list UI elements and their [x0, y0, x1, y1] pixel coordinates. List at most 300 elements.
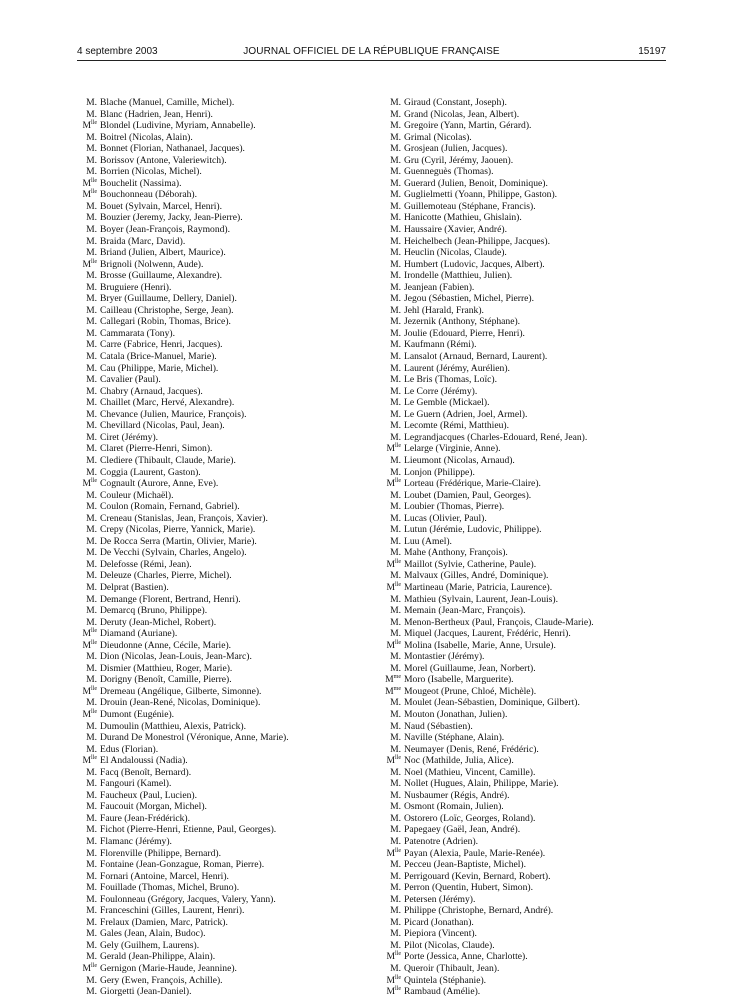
person-name: Nusbaumer (Régis, André).: [404, 789, 510, 801]
list-item: [384, 963, 684, 975]
person-name: Flamanc (Jérémy).: [100, 836, 172, 847]
list-item: [80, 594, 380, 606]
person-name: Couleur (Michaël).: [100, 489, 174, 501]
list-item: [384, 97, 684, 109]
list-item: [80, 744, 380, 756]
list-item: [80, 582, 380, 594]
civility: M.: [390, 120, 401, 132]
civility: M.: [86, 489, 97, 501]
person-name: Loubier (Thomas, Pierre).: [404, 501, 505, 513]
list-item: [80, 628, 380, 640]
civility: $M^{lle}$: [82, 177, 97, 189]
person-name: Bryer (Guillaume, Dellery, Daniel).: [100, 293, 237, 305]
person-name: Memain (Jean-Marc, François).: [404, 605, 526, 617]
person-name: Blondel (Ludivine, Myriam, Annabelle).: [100, 120, 256, 132]
person-name: Faure (Jean-Frédérick).: [100, 812, 191, 824]
list-item: [384, 709, 684, 721]
civility: $M^{lle}$: [386, 477, 401, 490]
civility: M.: [86, 339, 97, 351]
list-item: [80, 328, 380, 340]
civility: M.: [390, 651, 401, 663]
civility: M.: [390, 836, 401, 847]
civility: M.: [390, 316, 401, 328]
person-name: Pecceu (Jean-Baptiste, Michel).: [404, 859, 527, 871]
person-name: Dumoulin (Matthieu, Alexis, Patrick).: [100, 720, 247, 732]
person-name: Chevillard (Nicolas, Paul, Jean).: [100, 420, 225, 432]
list-item: [80, 201, 380, 213]
person-name: Bouchonneau (Déborah).: [100, 189, 197, 201]
list-item: [384, 951, 684, 963]
person-name: Piepiora (Vincent).: [404, 928, 477, 940]
list-item: [384, 986, 684, 998]
person-name: Patenotre (Adrien).: [404, 836, 479, 847]
list-item: [80, 732, 380, 744]
civility: M.: [390, 212, 401, 224]
person-name: Chabry (Arnaud, Jacques).: [100, 385, 203, 397]
list-item: [384, 928, 684, 940]
list-item: [80, 363, 380, 375]
list-item: [384, 697, 684, 709]
person-name: Crepy (Nicolas, Pierre, Yannick, Marie).: [100, 524, 256, 536]
list-item: [80, 490, 380, 502]
civility: M.: [86, 512, 97, 524]
civility: M.: [390, 893, 401, 905]
person-name: Carre (Fabrice, Henri, Jacques).: [100, 339, 223, 351]
person-name: Fornari (Antoine, Marcel, Henri).: [100, 870, 229, 882]
list-item: [384, 744, 684, 756]
list-item: [80, 109, 380, 121]
civility: M.: [390, 708, 401, 720]
person-name: Diamand (Auriane).: [100, 628, 178, 640]
list-item: [80, 236, 380, 248]
person-name: Jehl (Harald, Frank).: [404, 304, 484, 316]
civility: M.: [390, 766, 401, 778]
person-name: Demange (Florent, Bertrand, Henri).: [100, 593, 241, 605]
person-name: Dieudonne (Anne, Cécile, Marie).: [100, 639, 232, 651]
list-item: [384, 975, 684, 987]
list-item: [384, 259, 684, 271]
civility: M.: [86, 420, 97, 432]
list-item: [80, 212, 380, 224]
civility: M.: [390, 570, 401, 582]
person-name: Chevance (Julien, Maurice, François).: [100, 408, 247, 420]
civility: M.: [86, 408, 97, 420]
person-name: Gely (Guilhem, Laurens).: [100, 939, 200, 951]
person-name: Deruty (Jean-Michel, Robert).: [100, 616, 217, 628]
list-item: [80, 270, 380, 282]
list-item: [80, 524, 380, 536]
list-item: [384, 836, 684, 848]
civility: M.: [390, 247, 401, 259]
person-name: Florenville (Philippe, Bernard).: [100, 847, 221, 859]
civility: M.: [390, 397, 401, 409]
list-item: [384, 559, 684, 571]
civility: M.: [86, 431, 97, 443]
person-name: Coggia (Laurent, Gaston).: [100, 466, 201, 478]
civility: $M^{lle}$: [82, 627, 97, 640]
person-name: Laurent (Jérémy, Aurélien).: [404, 362, 510, 374]
civility: M.: [86, 986, 97, 998]
list-item: [80, 247, 380, 259]
list-item: [80, 339, 380, 351]
civility: M.: [86, 605, 97, 617]
civility: M.: [86, 812, 97, 824]
person-name: Cammarata (Tony).: [100, 327, 175, 339]
list-item: [80, 189, 380, 201]
person-name: Grand (Nicolas, Jean, Albert).: [404, 108, 520, 120]
list-item: [80, 547, 380, 559]
civility: M.: [86, 270, 97, 282]
list-item: [80, 293, 380, 305]
civility: $M^{lle}$: [386, 847, 401, 859]
list-item: [384, 201, 684, 213]
civility: M.: [390, 293, 401, 305]
civility: M.: [390, 385, 401, 397]
person-name: Neumayer (Denis, René, Frédéric).: [404, 743, 539, 755]
person-name: Mathieu (Sylvain, Laurent, Jean-Louis).: [404, 593, 558, 605]
civility: M.: [86, 374, 97, 386]
list-item: [80, 709, 380, 721]
civility: M.: [390, 351, 401, 363]
list-item: [384, 420, 684, 432]
person-name: Faucouit (Morgan, Michel).: [100, 801, 207, 813]
person-name: Jegou (Sébastien, Michel, Pierre).: [404, 293, 535, 305]
list-item: [384, 524, 684, 536]
civility: M.: [86, 743, 97, 755]
civility: M.: [390, 628, 401, 640]
civility: M.: [390, 812, 401, 824]
civility: M.: [86, 316, 97, 328]
civility: M.: [86, 882, 97, 894]
list-item: [384, 189, 684, 201]
list-item: [384, 813, 684, 825]
person-name: Grosjean (Julien, Jacques).: [404, 143, 508, 155]
list-item: [384, 859, 684, 871]
civility: M.: [390, 547, 401, 559]
person-name: Dremeau (Angélique, Gilberte, Simonne).: [100, 685, 262, 697]
person-name: De Vecchi (Sylvain, Charles, Angelo).: [100, 547, 247, 559]
civility: M.: [86, 501, 97, 513]
list-item: [80, 894, 380, 906]
civility: M.: [86, 824, 97, 836]
civility: M.: [390, 501, 401, 513]
list-item: [384, 640, 684, 652]
civility: M.: [390, 778, 401, 790]
person-name: Molina (Isabelle, Marie, Anne, Ursule).: [404, 639, 556, 651]
person-name: Blache (Manuel, Camille, Michel).: [100, 97, 235, 108]
list-item: [384, 882, 684, 894]
list-item: [80, 755, 380, 767]
list-item: [80, 166, 380, 178]
civility: M.: [86, 801, 97, 813]
civility: M.: [86, 558, 97, 570]
person-name: Lelarge (Virginie, Anne).: [404, 443, 501, 455]
civility: M.: [390, 732, 401, 744]
person-name: Gernigon (Marie-Haude, Jeannine).: [100, 963, 237, 975]
civility: $M^{lle}$: [386, 639, 401, 651]
civility: M.: [390, 870, 401, 882]
list-item: [80, 848, 380, 860]
list-item: [80, 790, 380, 802]
list-item: [384, 247, 684, 259]
person-name: Heichelbech (Jean-Philippe, Jacques).: [404, 235, 550, 247]
list-item: [80, 859, 380, 871]
civility: $M^{lle}$: [82, 119, 97, 132]
civility: M.: [86, 916, 97, 928]
person-name: Braida (Marc, David).: [100, 235, 186, 247]
person-name: Jezernik (Anthony, Stéphane).: [404, 316, 521, 328]
list-item: [384, 351, 684, 363]
person-name: Naville (Stéphane, Alain).: [404, 732, 505, 744]
person-name: Moulet (Jean-Sébastien, Dominique, Gilbert).: [404, 697, 580, 709]
civility: M.: [86, 247, 97, 259]
list-item: [384, 293, 684, 305]
civility: M.: [86, 293, 97, 305]
civility: $M^{lle}$: [82, 477, 97, 490]
person-name: El Andaloussi (Nadia).: [100, 755, 188, 767]
list-item: [80, 940, 380, 952]
list-item: [384, 801, 684, 813]
person-name: Franceschini (Gilles, Laurent, Henri).: [100, 905, 245, 917]
civility: M.: [390, 189, 401, 201]
person-name: Brosse (Guillaume, Alexandre).: [100, 270, 223, 282]
list-item: [384, 132, 684, 144]
person-name: Mouton (Jonathan, Julien).: [404, 708, 508, 720]
list-item: [384, 166, 684, 178]
person-name: Lucas (Olivier, Paul).: [404, 512, 487, 524]
person-name: Heuclin (Nicolas, Claude).: [404, 247, 507, 259]
person-name: Queroir (Thibault, Jean).: [404, 963, 500, 975]
civility: M.: [86, 570, 97, 582]
list-item: [80, 374, 380, 386]
civility: M.: [390, 535, 401, 547]
civility: M.: [390, 143, 401, 155]
list-item: [384, 940, 684, 952]
person-name: Facq (Benoît, Bernard).: [100, 766, 192, 778]
person-name: Deleuze (Charles, Pierre, Michel).: [100, 570, 232, 582]
person-name: Catala (Brice-Manuel, Marie).: [100, 351, 217, 363]
civility: M.: [390, 108, 401, 120]
person-name: Lutun (Jérémie, Ludovic, Philippe).: [404, 524, 542, 536]
person-name: Perron (Quentin, Hubert, Simon).: [404, 882, 533, 894]
person-name: Loubet (Damien, Paul, Georges).: [404, 489, 532, 501]
list-item: [80, 975, 380, 987]
person-name: Ciret (Jérémy).: [100, 431, 159, 443]
civility: M.: [86, 281, 97, 293]
civility: M.: [390, 374, 401, 386]
person-name: Delefosse (Rémi, Jean).: [100, 558, 192, 570]
person-name: Malvaux (Gilles, André, Dominique).: [404, 570, 549, 582]
civility: M.: [86, 200, 97, 212]
civility: M.: [86, 651, 97, 663]
civility: $M^{lle}$: [386, 754, 401, 767]
list-item: [384, 778, 684, 790]
person-name: De Rocca Serra (Martin, Olivier, Marie).: [100, 535, 257, 547]
person-name: Petersen (Jérémy).: [404, 893, 476, 905]
list-item: [80, 986, 380, 998]
person-name: Le Gemble (Mickael).: [404, 397, 490, 409]
list-item: [80, 501, 380, 513]
list-item: [384, 363, 684, 375]
journal-title: JOURNAL OFFICIEL DE LA RÉPUBLIQUE FRANÇAISE: [243, 46, 500, 57]
person-name: Demarcq (Bruno, Philippe).: [100, 605, 208, 617]
person-name: Noc (Mathilde, Julia, Alice).: [404, 755, 514, 767]
person-name: Lansalot (Arnaud, Bernard, Laurent).: [404, 351, 548, 363]
civility: M.: [390, 270, 401, 282]
person-name: Briand (Julien, Albert, Maurice).: [100, 247, 226, 259]
list-item: [384, 605, 684, 617]
civility: $M^{lle}$: [386, 974, 401, 986]
civility: M.: [390, 131, 401, 143]
civility: M.: [86, 397, 97, 409]
list-item: [80, 478, 380, 490]
list-item: [384, 570, 684, 582]
person-name: Lieumont (Nicolas, Arnaud).: [404, 454, 515, 466]
civility: M.: [390, 928, 401, 940]
list-item: [80, 963, 380, 975]
list-item: [80, 767, 380, 779]
civility: $M^{me}$: [385, 674, 401, 686]
person-name: Miquel (Jacques, Laurent, Frédéric, Henri).: [404, 628, 571, 640]
civility: $M^{me}$: [385, 685, 401, 697]
list-item: [384, 109, 684, 121]
list-item: [80, 651, 380, 663]
civility: M.: [86, 143, 97, 155]
civility: M.: [390, 963, 401, 975]
civility: M.: [86, 893, 97, 905]
person-name: Menon-Bertheux (Paul, François, Claude-Marie).: [404, 616, 594, 628]
list-item: [80, 824, 380, 836]
list-item: [384, 663, 684, 675]
civility: M.: [390, 824, 401, 836]
civility: M.: [390, 339, 401, 351]
list-item: [80, 882, 380, 894]
civility: M.: [86, 870, 97, 882]
list-item: [384, 871, 684, 883]
civility: M.: [390, 743, 401, 755]
civility: M.: [86, 547, 97, 559]
civility: M.: [86, 847, 97, 859]
list-item: [384, 397, 684, 409]
list-item: [80, 697, 380, 709]
civility: M.: [86, 166, 97, 178]
list-item: [384, 824, 684, 836]
list-item: [80, 120, 380, 132]
civility: $M^{lle}$: [386, 951, 401, 963]
list-item: [384, 316, 684, 328]
person-name: Lecomte (Rémi, Matthieu).: [404, 420, 509, 432]
civility: M.: [86, 939, 97, 951]
civility: M.: [86, 535, 97, 547]
list-item: [384, 582, 684, 594]
list-item: [80, 917, 380, 929]
list-item: [384, 536, 684, 548]
person-name: Bruguiere (Henri).: [100, 281, 172, 293]
list-item: [384, 848, 684, 860]
civility: M.: [390, 916, 401, 928]
civility: M.: [86, 766, 97, 778]
civility: M.: [390, 327, 401, 339]
list-item: [384, 721, 684, 733]
civility: M.: [86, 593, 97, 605]
civility: M.: [390, 720, 401, 732]
list-item: [80, 316, 380, 328]
list-item: [80, 951, 380, 963]
list-item: [80, 443, 380, 455]
list-item: [80, 143, 380, 155]
person-name: Humbert (Ludovic, Jacques, Albert).: [404, 258, 545, 270]
person-name: Haussaire (Xavier, André).: [404, 224, 507, 236]
person-name: Mougeot (Prune, Chloé, Michèle).: [404, 685, 537, 697]
civility: $M^{lle}$: [386, 443, 401, 455]
header-rule: [77, 60, 666, 61]
person-name: Le Guern (Adrien, Joel, Armel).: [404, 408, 528, 420]
list-item: [384, 328, 684, 340]
name-list-left-column: [80, 97, 380, 998]
list-item: [384, 467, 684, 479]
person-name: Papegaey (Gaël, Jean, André).: [404, 824, 521, 836]
civility: M.: [86, 362, 97, 374]
list-item: [384, 755, 684, 767]
person-name: Fichot (Pierre-Henri, Etienne, Paul, Georges).: [100, 824, 277, 836]
person-name: Borissov (Antone, Valeriewitch).: [100, 154, 227, 166]
civility: M.: [86, 581, 97, 593]
person-name: Philippe (Christophe, Bernard, André).: [404, 905, 554, 917]
list-item: [80, 97, 380, 109]
list-item: [384, 155, 684, 167]
civility: M.: [86, 697, 97, 709]
civility: M.: [390, 420, 401, 432]
list-item: [384, 305, 684, 317]
list-item: [384, 432, 684, 444]
person-name: Legrandjacques (Charles-Edouard, René, Jean).: [404, 431, 588, 443]
civility: M.: [86, 97, 97, 108]
civility: M.: [86, 732, 97, 744]
list-item: [384, 236, 684, 248]
person-name: Borrien (Nicolas, Michel).: [100, 166, 202, 178]
person-name: Le Corre (Jérémy).: [404, 385, 478, 397]
list-item: [384, 443, 684, 455]
list-item: [384, 455, 684, 467]
civility: $M^{lle}$: [82, 685, 97, 697]
person-name: Dion (Nicolas, Jean-Louis, Jean-Marc).: [100, 651, 252, 663]
page-header: [77, 46, 666, 60]
civility: M.: [390, 524, 401, 536]
person-name: Bonnet (Florian, Nathanael, Jacques).: [100, 143, 245, 155]
list-item: [80, 605, 380, 617]
person-name: Creneau (Stanislas, Jean, François, Xavier).: [100, 512, 268, 524]
civility: M.: [86, 454, 97, 466]
person-name: Fontaine (Jean-Gonzague, Roman, Pierre).: [100, 859, 265, 871]
person-name: Quintela (Stéphanie).: [404, 974, 487, 986]
civility: M.: [86, 212, 97, 224]
person-name: Joulie (Edouard, Pierre, Henri).: [404, 327, 525, 339]
person-name: Lorteau (Frédérique, Marie-Claire).: [404, 478, 541, 490]
list-item: [384, 917, 684, 929]
civility: M.: [86, 674, 97, 686]
person-name: Luu (Amel).: [404, 535, 452, 547]
civility: M.: [86, 304, 97, 316]
civility: M.: [390, 616, 401, 628]
civility: M.: [86, 385, 97, 397]
civility: M.: [390, 789, 401, 801]
civility: M.: [390, 166, 401, 178]
civility: M.: [390, 466, 401, 478]
person-name: Cavalier (Paul).: [100, 374, 161, 386]
person-name: Drouin (Jean-René, Nicolas, Dominique).: [100, 697, 261, 709]
civility: M.: [86, 974, 97, 986]
person-name: Faucheux (Paul, Lucien).: [100, 789, 197, 801]
